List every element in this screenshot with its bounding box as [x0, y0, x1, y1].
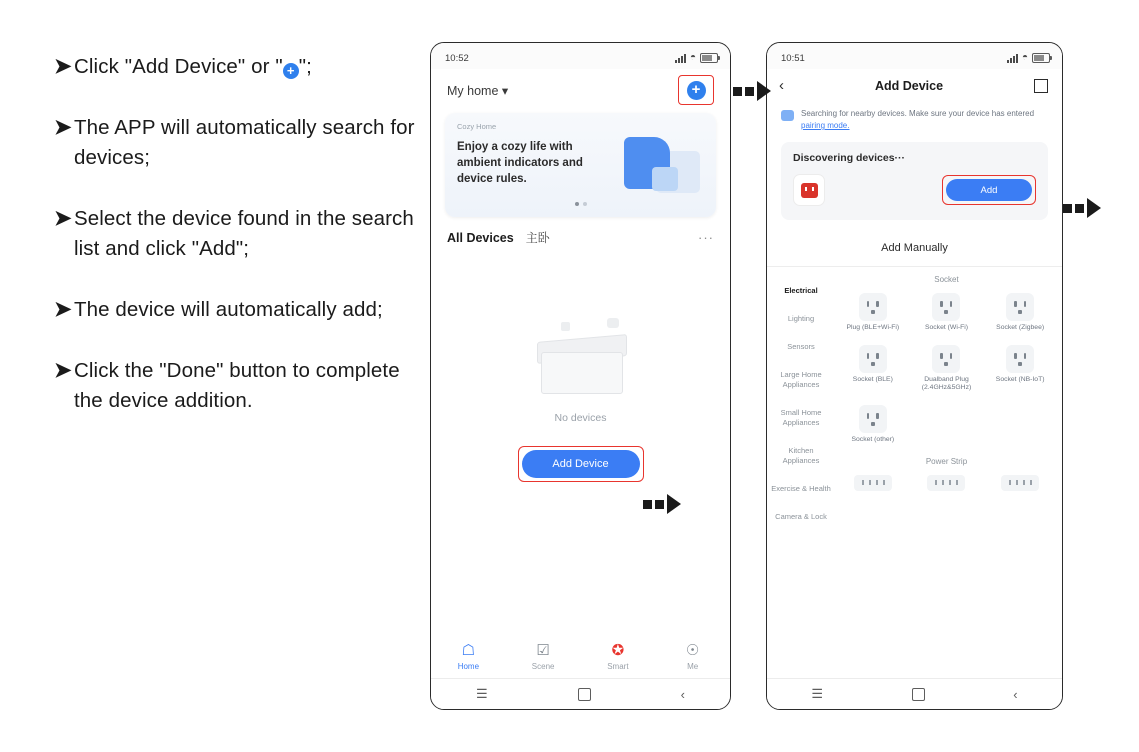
banner-pagination-dots: [445, 193, 716, 211]
tab-home-label: Home: [457, 662, 480, 671]
instruction-item-5: [54, 356, 426, 416]
tab-smart[interactable]: [581, 642, 656, 671]
discovering-title: Discovering devices···: [793, 152, 906, 164]
home-header: [431, 69, 730, 113]
bullet-arrow-icon: ➤: [54, 55, 72, 78]
nav-menu-icon[interactable]: ☰: [476, 686, 488, 701]
status-indicators: [1007, 53, 1050, 63]
device-tile[interactable]: [837, 400, 909, 450]
instruction-text-5: Click the "Done" button to complete the device addition.: [74, 359, 400, 412]
sidebar-item-large-home-appliances[interactable]: Large Home Appliances: [780, 370, 822, 389]
add-manually-title: Add Manually: [881, 242, 948, 254]
nav-home-icon[interactable]: [912, 688, 925, 701]
socket-icon: [932, 345, 960, 373]
house-illustration-icon: [624, 137, 700, 195]
device-tile[interactable]: [911, 288, 983, 338]
banner-eyebrow: Cozy Home: [457, 122, 497, 131]
tab-all-devices[interactable]: All Devices: [447, 230, 514, 245]
searching-text: [801, 108, 1034, 132]
back-icon[interactable]: ‹: [779, 77, 784, 94]
instruction-text-1-after: ";: [298, 55, 312, 78]
device-filter-bar: [431, 217, 730, 250]
phone-screenshot-add-device: [766, 42, 1063, 710]
nav-back-icon[interactable]: ‹: [680, 686, 685, 702]
device-tile[interactable]: [984, 470, 1056, 499]
power-strip-grid: [837, 470, 1056, 499]
tab-room[interactable]: 主卧: [525, 231, 550, 245]
empty-state: [431, 250, 730, 550]
instruction-text-4: The device will automatically add;: [74, 298, 383, 321]
power-strip-icon: [1001, 475, 1039, 491]
android-nav-bar: [767, 678, 1062, 709]
more-options-icon[interactable]: ···: [698, 230, 714, 245]
bullet-arrow-icon: ➤: [54, 298, 72, 321]
flow-arrow-3: [1063, 198, 1101, 218]
status-bar: [431, 43, 730, 69]
android-nav-bar: [431, 678, 730, 709]
instruction-text-1-before: Click "Add Device" or ": [74, 55, 283, 78]
wifi-icon: ◓: [689, 52, 696, 63]
searching-message: Searching for nearby devices. Make sure your device has entered: [801, 109, 1035, 118]
device-tile[interactable]: [911, 470, 983, 499]
bullet-arrow-icon: ➤: [54, 359, 72, 382]
add-button[interactable]: Add: [946, 179, 1032, 201]
sidebar-item-exercise-health[interactable]: Exercise & Health: [771, 484, 831, 493]
wifi-icon: ◓: [1021, 52, 1028, 63]
page-title: Add Device: [874, 78, 944, 93]
sidebar-item-lighting[interactable]: Lighting: [787, 314, 815, 323]
instruction-item-4: [54, 295, 426, 325]
bullet-arrow-icon: ➤: [54, 116, 72, 139]
tab-home[interactable]: [431, 642, 506, 671]
socket-icon: [859, 293, 887, 321]
device-tile[interactable]: [984, 288, 1056, 338]
add-button-highlight: [942, 175, 1036, 205]
nav-back-icon[interactable]: ‹: [1013, 686, 1018, 702]
instruction-item-3: [54, 204, 426, 264]
device-tile-empty: [984, 400, 1056, 450]
instruction-text-3: Select the device found in the search list and click "Add";: [74, 207, 414, 260]
sidebar-item-camera-lock[interactable]: Camera & Lock: [775, 512, 827, 521]
device-tile[interactable]: [911, 340, 983, 398]
add-device-highlight: [518, 446, 644, 482]
bottom-tab-bar: [431, 636, 730, 675]
device-tile-label: Socket (Wi-Fi): [924, 324, 969, 331]
nav-menu-icon[interactable]: ☰: [811, 686, 823, 701]
instruction-item-1: [54, 52, 426, 82]
socket-icon: [1006, 345, 1034, 373]
device-tile[interactable]: [984, 340, 1056, 398]
sidebar-item-sensors[interactable]: Sensors: [787, 342, 815, 351]
device-tile[interactable]: [837, 340, 909, 398]
instruction-list: [54, 52, 426, 447]
status-bar: [767, 43, 1062, 69]
instruction-item-2: [54, 113, 426, 173]
instruction-text-1: [74, 52, 312, 82]
device-tile[interactable]: [837, 288, 909, 338]
status-time: 10:51: [781, 52, 805, 64]
device-grid-panel: [835, 267, 1062, 531]
tab-me-label: Me: [687, 662, 699, 671]
tab-scene-label: Scene: [531, 662, 555, 671]
add-device-header: [767, 69, 1062, 102]
searching-banner: [767, 102, 1062, 142]
banner-title: Enjoy a cozy life with ambient indicators and device rules.: [457, 141, 583, 185]
radar-icon: [781, 110, 794, 121]
device-tile[interactable]: [837, 470, 909, 499]
nav-home-icon[interactable]: [578, 688, 591, 701]
instruction-text-2: The APP will automatically search for devices;: [74, 116, 415, 169]
socket-icon: [859, 345, 887, 373]
socket-grid: [837, 288, 1056, 449]
socket-icon: [1006, 293, 1034, 321]
signal-bars-icon: [1007, 54, 1018, 63]
home-selector[interactable]: My home ▾: [447, 83, 509, 98]
bullet-arrow-icon: ➤: [54, 207, 72, 230]
sidebar-item-small-home-appliances[interactable]: Small Home Appliances: [780, 408, 822, 427]
socket-icon: [859, 405, 887, 433]
home-icon: ☖: [461, 642, 476, 659]
inline-plus-icon: +: [283, 63, 299, 79]
flow-arrow-2: [643, 494, 681, 514]
flow-arrow-1: [733, 81, 771, 101]
discovered-device-row: [793, 174, 1036, 206]
device-tile-label: Socket (NB-IoT): [995, 375, 1045, 383]
socket-icon: [932, 293, 960, 321]
device-tile-label: Socket (BLE): [852, 375, 893, 383]
scan-icon[interactable]: [1034, 79, 1048, 93]
empty-box-illustration-icon: [527, 318, 635, 396]
battery-icon: [1032, 53, 1050, 63]
group-heading-socket: Socket: [934, 275, 959, 284]
power-strip-icon: [854, 475, 892, 491]
category-sidebar: [767, 267, 835, 531]
phone-screenshot-home: [430, 42, 731, 710]
tab-smart-label: Smart: [607, 662, 629, 671]
tab-scene[interactable]: [506, 642, 581, 671]
sidebar-item-kitchen-appliances[interactable]: Kitchen Appliances: [782, 446, 820, 465]
smart-icon: ✪: [611, 642, 625, 659]
group-heading-power-strip: Power Strip: [925, 457, 968, 466]
pairing-mode-link[interactable]: pairing mode.: [801, 121, 850, 130]
smart-plug-icon: [793, 174, 825, 206]
device-tile-label: Dualband Plug (2.4GHz&5GHz): [921, 375, 972, 391]
device-tile-empty: [911, 400, 983, 450]
sidebar-item-electrical[interactable]: Electrical: [784, 286, 818, 295]
status-time: 10:52: [445, 52, 469, 64]
status-indicators: [675, 53, 718, 63]
tab-me[interactable]: [655, 642, 730, 671]
device-tile-label: Socket (other): [851, 435, 895, 443]
profile-icon: ☉: [685, 642, 700, 659]
discovering-devices-card: [781, 142, 1048, 220]
cozy-home-banner[interactable]: [445, 113, 716, 217]
plus-icon[interactable]: +: [687, 81, 706, 100]
add-device-plus-highlight: [678, 75, 714, 105]
add-device-button[interactable]: Add Device: [522, 450, 640, 478]
power-strip-icon: [927, 475, 965, 491]
empty-state-text: No devices: [554, 412, 607, 424]
device-tile-label: Plug (BLE+Wi-Fi): [846, 324, 900, 331]
scene-icon: ☑: [536, 642, 550, 659]
battery-icon: [700, 53, 718, 63]
device-tile-label: Socket (Zigbee): [996, 324, 1045, 331]
signal-bars-icon: [675, 54, 686, 63]
device-catalog: [767, 267, 1062, 531]
